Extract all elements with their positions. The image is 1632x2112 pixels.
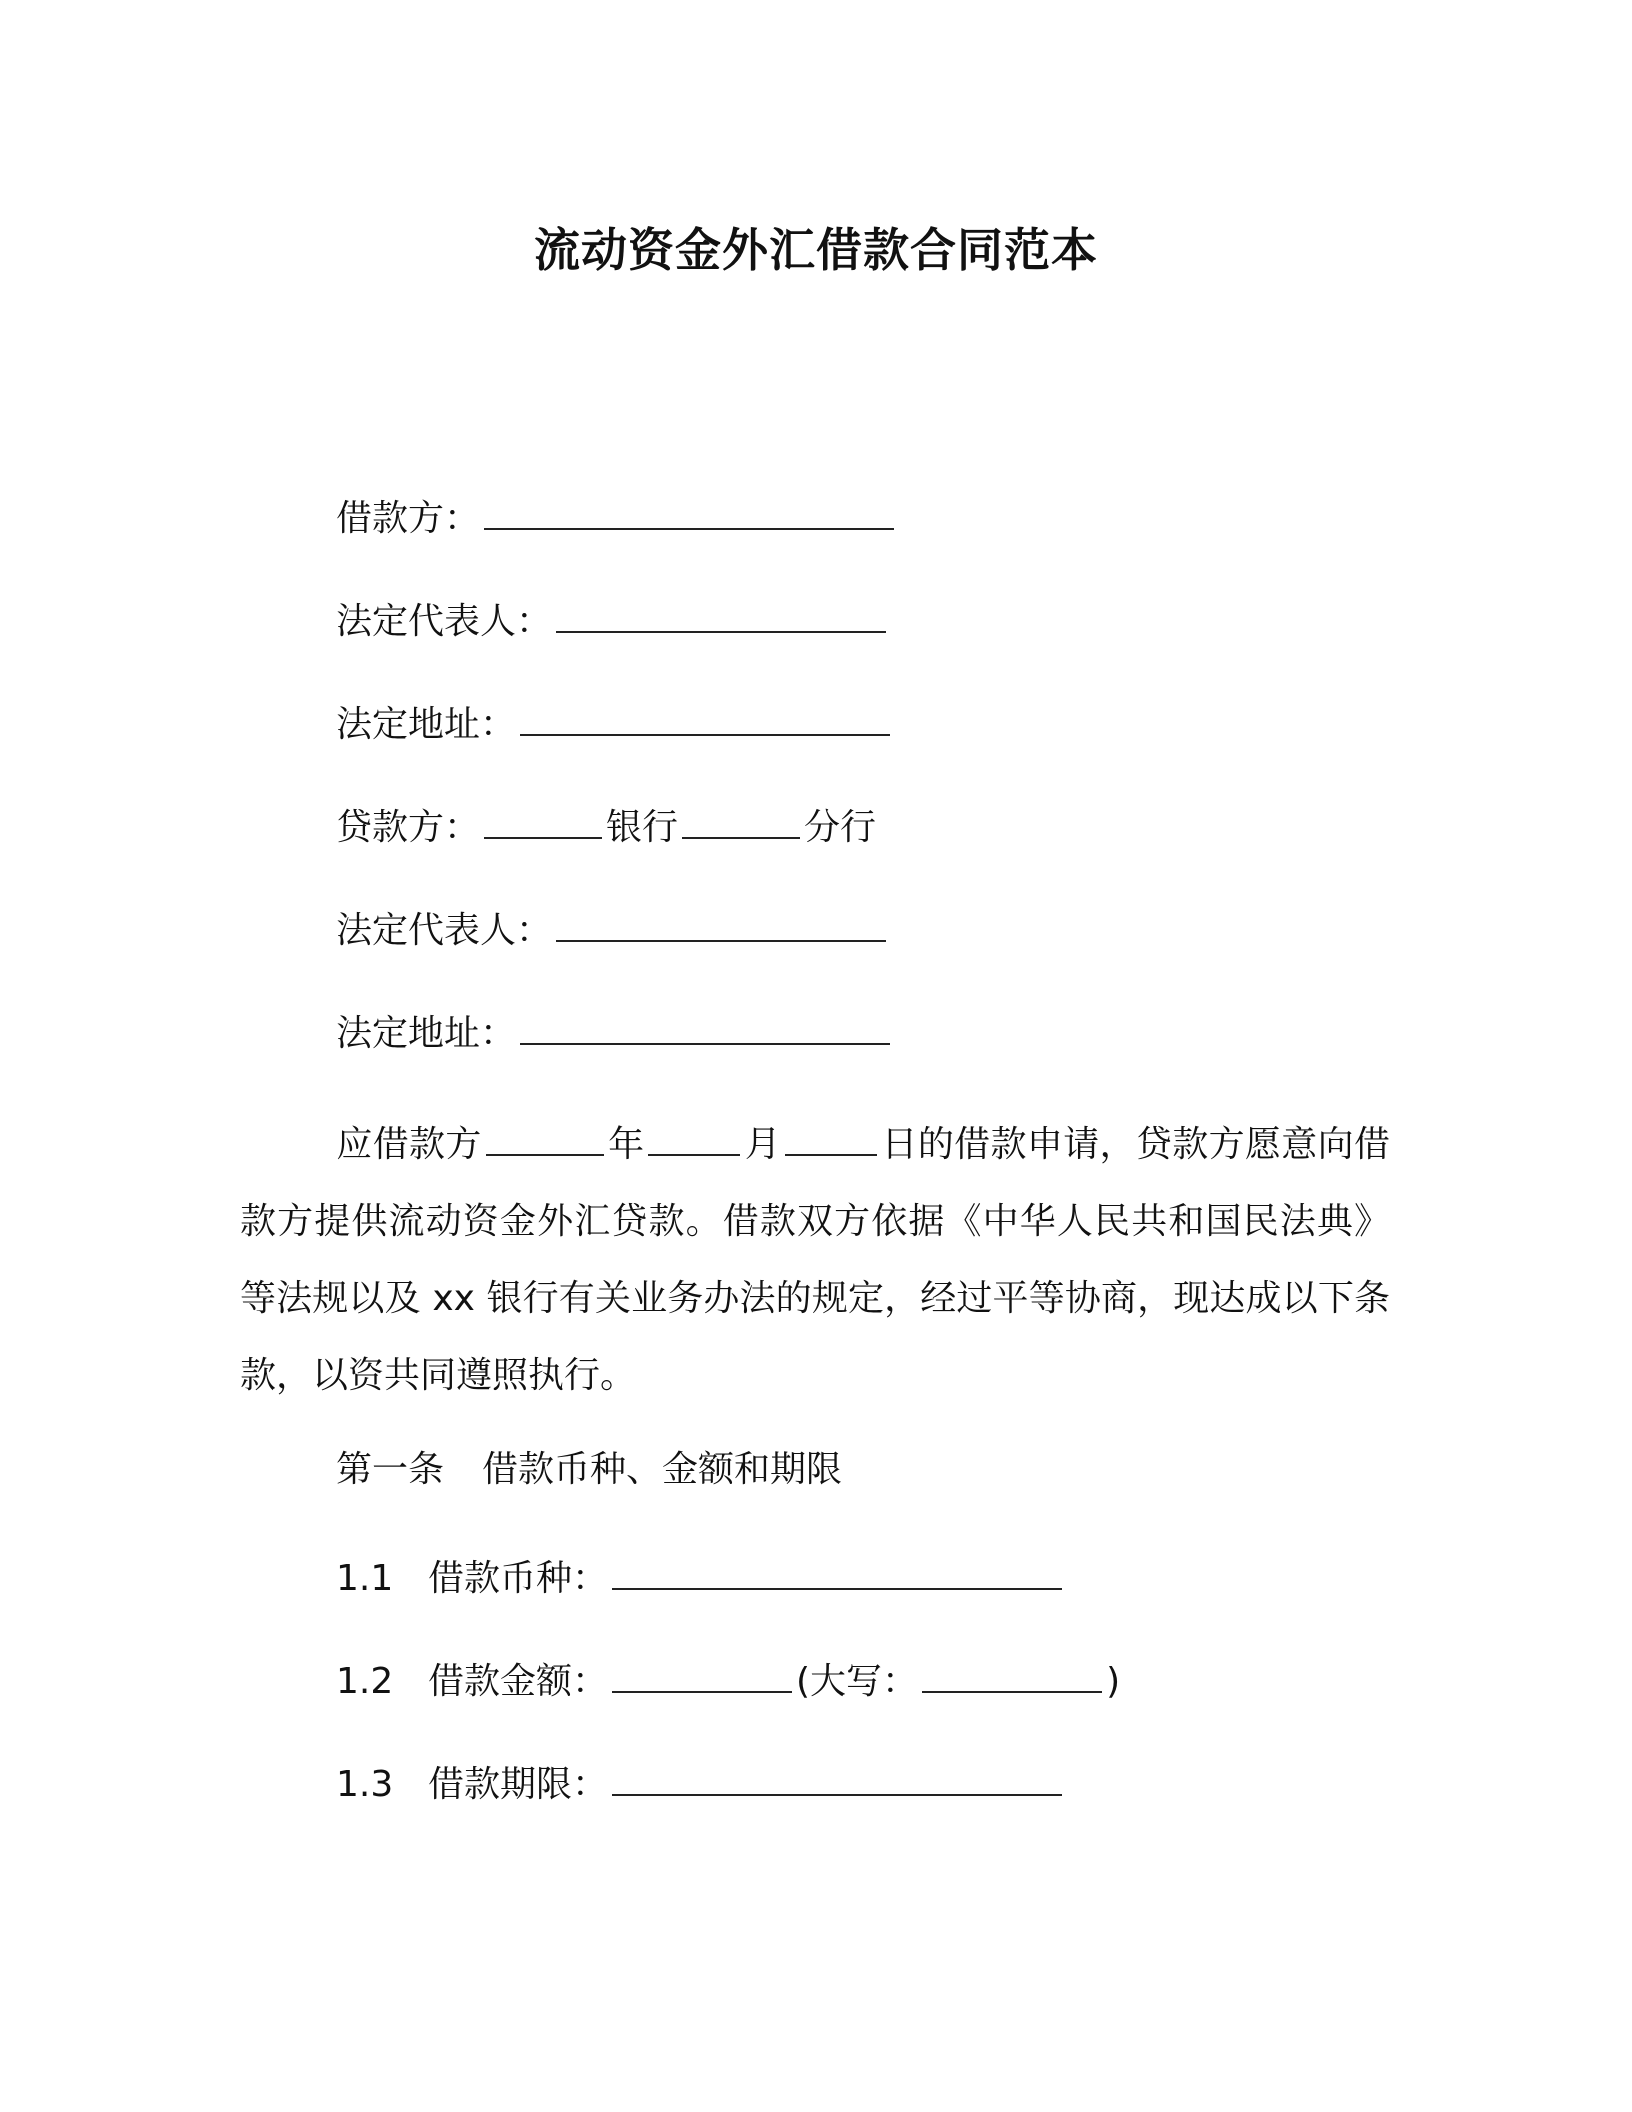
item-number: 1.2 xyxy=(336,1661,394,1702)
lender-addr-line xyxy=(336,1011,894,1057)
borrower-rep-line xyxy=(336,599,890,645)
article-1-title: 借款币种、金额和期限 xyxy=(482,1449,843,1490)
lender-rep-blank[interactable] xyxy=(556,910,886,942)
intro-paragraph xyxy=(240,1106,1390,1414)
amount-uppercase-open: (大写： xyxy=(796,1661,919,1702)
borrower-rep-label: 法定代表人： xyxy=(336,601,553,642)
intro-month: 月 xyxy=(744,1124,782,1165)
lender-branch-label: 分行 xyxy=(804,807,877,848)
item-label: 借款币种： xyxy=(428,1558,609,1599)
currency-blank[interactable] xyxy=(612,1558,1062,1590)
borrower-rep-blank[interactable] xyxy=(556,601,886,633)
lender-rep-label: 法定代表人： xyxy=(336,910,553,951)
item-1-3 xyxy=(336,1762,1066,1808)
article-1-heading xyxy=(336,1447,842,1493)
item-number: 1.1 xyxy=(336,1558,394,1599)
article-1-number: 第一条 xyxy=(336,1449,445,1490)
intro-part2: 日的借款申请，贷款方愿意向借款方提供流动资金外汇贷款。借款双方依据《中华人民共和国民法典》等法规以及 xx 银行有关业务办法的规定，经过平等协商，现达成以下条款，以资共同遵照执行。 xyxy=(240,1124,1390,1396)
item-label: 借款期限： xyxy=(428,1764,609,1805)
intro-year-blank[interactable] xyxy=(486,1124,604,1156)
intro-day-blank[interactable] xyxy=(785,1124,877,1156)
amount-uppercase-close: ) xyxy=(1106,1661,1121,1702)
item-1-2 xyxy=(336,1659,1120,1705)
lender-bank-label: 银行 xyxy=(606,807,679,848)
amount-uppercase-blank[interactable] xyxy=(922,1661,1102,1693)
lender-line xyxy=(336,805,876,851)
lender-addr-label: 法定地址： xyxy=(336,1013,517,1054)
borrower-line xyxy=(336,496,898,542)
lender-branch-blank[interactable] xyxy=(682,807,800,839)
item-number: 1.3 xyxy=(336,1764,394,1805)
lender-label: 贷款方： xyxy=(336,807,481,848)
item-label: 借款金额： xyxy=(428,1661,609,1702)
document-title: 流动资金外汇借款合同范本 xyxy=(534,223,1098,277)
lender-addr-blank[interactable] xyxy=(520,1013,890,1045)
intro-year: 年 xyxy=(607,1124,645,1165)
amount-blank[interactable] xyxy=(612,1661,792,1693)
lender-bank-blank[interactable] xyxy=(484,807,602,839)
borrower-label: 借款方： xyxy=(336,498,481,539)
intro-part1: 应借款方 xyxy=(336,1124,482,1165)
borrower-addr-blank[interactable] xyxy=(520,704,890,736)
item-1-1 xyxy=(336,1556,1066,1602)
lender-rep-line xyxy=(336,908,890,954)
borrower-addr-label: 法定地址： xyxy=(336,704,517,745)
intro-month-blank[interactable] xyxy=(648,1124,740,1156)
term-blank[interactable] xyxy=(612,1764,1062,1796)
borrower-addr-line xyxy=(336,702,894,748)
borrower-blank[interactable] xyxy=(484,498,894,530)
